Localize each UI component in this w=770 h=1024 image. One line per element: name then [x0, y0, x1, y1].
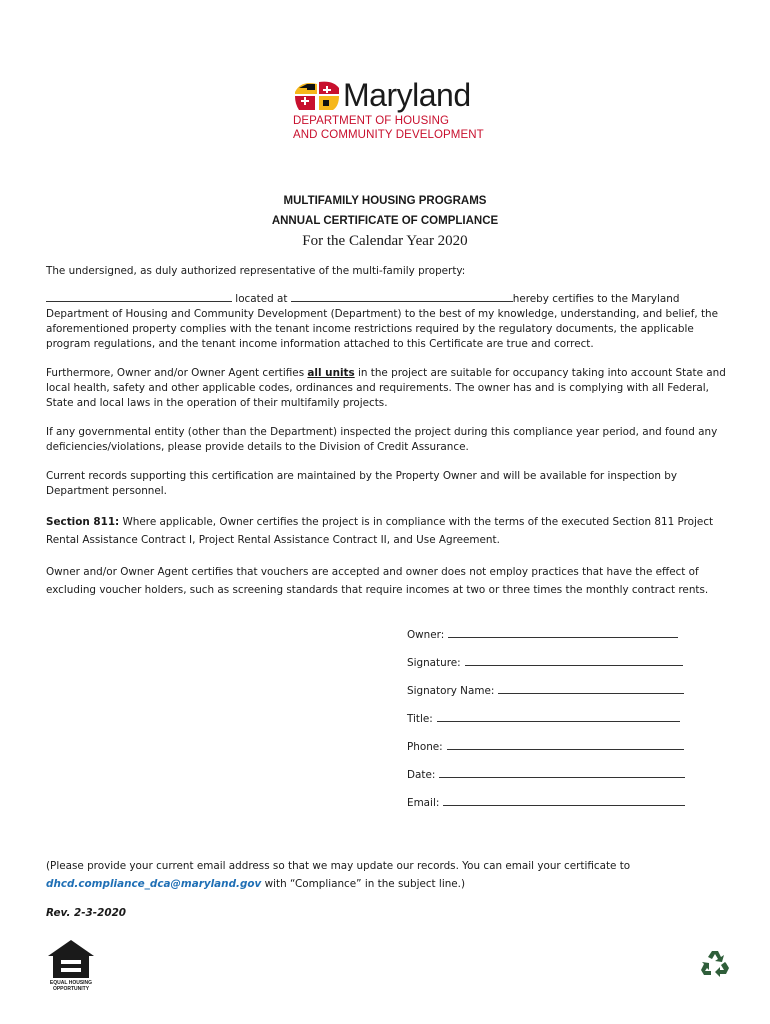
- phone-field[interactable]: [447, 739, 684, 750]
- certificate-body: [46, 264, 731, 613]
- maryland-flag-icon: [293, 78, 341, 112]
- logo-dept-line2: AND COMMUNITY DEVELOPMENT: [293, 129, 484, 141]
- deficiencies-paragraph: If any governmental entity (other than the Department) inspected the project during this compliance year period, and found any deficiencies/violations, please provide details to the Division of Credit Assurance.: [46, 426, 718, 453]
- signatory-name-label: Signatory Name:: [407, 685, 495, 697]
- certification-paragraph: [46, 291, 731, 352]
- owner-row: [407, 627, 697, 642]
- calendar-year-heading: For the Calendar Year 2020: [302, 233, 468, 249]
- title-row: [407, 711, 697, 726]
- signatory-name-row: [407, 683, 697, 698]
- logo-dept-line1: DEPARTMENT OF HOUSING: [293, 115, 450, 127]
- signature-row: [407, 655, 697, 670]
- email-note: [46, 857, 731, 893]
- property-address-field[interactable]: [291, 291, 513, 302]
- phone-row: [407, 739, 697, 754]
- phone-label: Phone:: [407, 741, 443, 753]
- all-units-emphasis: all units: [307, 367, 355, 379]
- title-field[interactable]: [437, 711, 680, 722]
- records-paragraph: Current records supporting this certification are maintained by the Property Owner and will be available for inspection by Department personnel.: [46, 470, 678, 497]
- email-note-text-before: (Please provide your current email address so that we may update our records. You can email your certificate to: [46, 860, 631, 872]
- program-heading: MULTIFAMILY HOUSING PROGRAMS: [283, 195, 487, 207]
- logo-department: [293, 114, 484, 142]
- signature-field[interactable]: [465, 655, 683, 666]
- located-at-label: located at: [232, 293, 291, 305]
- certification-text: Department of Housing and Community Development (Department) to the best of my knowledge, understanding, and belief, the aforementioned property complies with the tenant income restrictions required by the regulatory documents, the applicable program regulations, and the tenant income information attached to this Certificate are true and correct.: [46, 308, 719, 350]
- revision-date: Rev. 2-3-2020: [46, 907, 127, 919]
- suitability-paragraph: [46, 366, 731, 411]
- email-row: [407, 795, 697, 810]
- equal-housing-label: [46, 980, 96, 992]
- certificate-heading: ANNUAL CERTIFICATE OF COMPLIANCE: [271, 215, 499, 227]
- email-note-text-after: with “Compliance” in the subject line.): [261, 878, 466, 890]
- suitability-text-after: in the project are suitable for occupancy taking into account State and local health, safety and other applicable codes, ordinances and requirements. The owner has and is complying with all Federal, State and local laws in the operation of their multifamily projects.: [46, 367, 726, 409]
- email-label: Email:: [407, 797, 440, 809]
- section-811-label: Section 811:: [46, 516, 120, 528]
- logo-wordmark: Maryland: [343, 77, 471, 113]
- signature-label: Signature:: [407, 657, 461, 669]
- title-label: Title:: [407, 713, 433, 725]
- signatory-name-field[interactable]: [498, 683, 684, 694]
- section-811-text: Where applicable, Owner certifies the project is in compliance with the terms of the executed Section 811 Project Rental Assistance Contract I, Project Rental Assistance Contract II, and Use Agreement.: [46, 516, 714, 546]
- certification-text-line1: hereby certifies to the Maryland: [512, 293, 680, 305]
- date-field[interactable]: [439, 767, 685, 778]
- date-label: Date:: [407, 769, 436, 781]
- intro-paragraph: The undersigned, as duly authorized representative of the multi-family property:: [46, 265, 466, 277]
- suitability-text-before: Furthermore, Owner and/or Owner Agent certifies: [46, 367, 308, 379]
- owner-label: Owner:: [407, 629, 445, 641]
- maryland-dhcd-logo: [293, 74, 513, 146]
- equal-housing-label-line1: EQUAL HOUSING: [49, 980, 93, 986]
- vouchers-paragraph: Owner and/or Owner Agent certifies that vouchers are accepted and owner does not employ practices that have the effect of excluding voucher holders, such as screening standards that require incomes at two or three times the monthly contract rents.: [46, 566, 709, 596]
- email-field[interactable]: [443, 795, 685, 806]
- section-811-paragraph: [46, 513, 731, 549]
- compliance-email-link[interactable]: dhcd.compliance_dca@maryland.gov: [46, 878, 262, 890]
- date-row: [407, 767, 697, 782]
- owner-field[interactable]: [448, 627, 678, 638]
- recycle-icon: [699, 948, 731, 980]
- property-name-field[interactable]: [46, 291, 232, 302]
- equal-housing-label-line2: OPPORTUNITY: [52, 986, 90, 992]
